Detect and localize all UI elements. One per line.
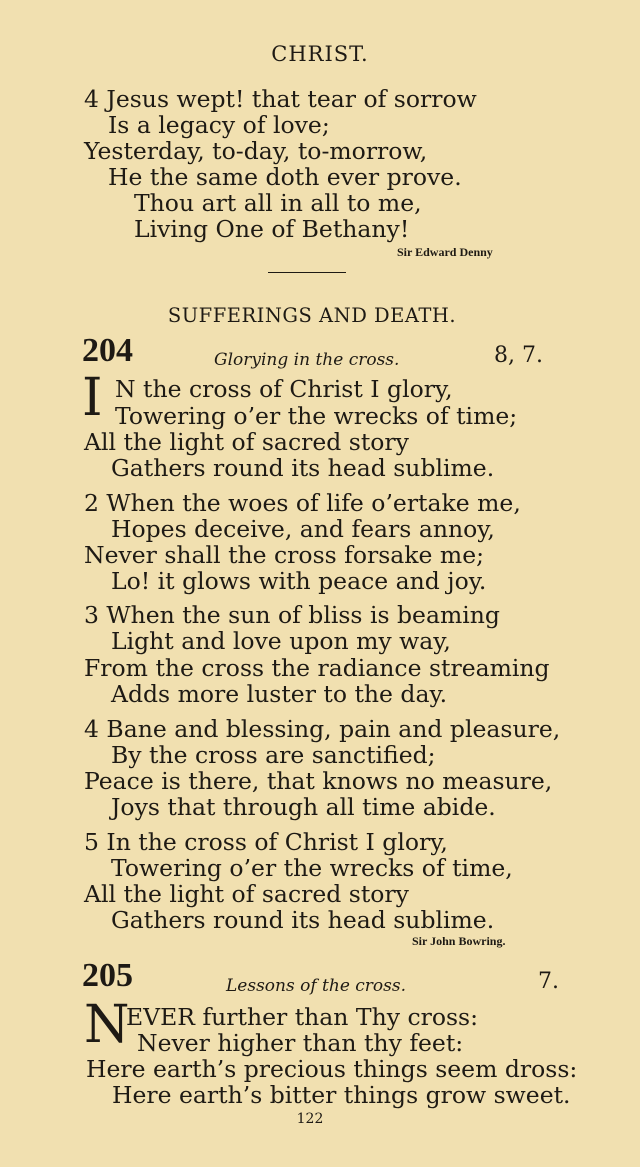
verse-line: All the light of sacred story [84, 428, 409, 456]
verse-line: Adds more luster to the day. [111, 680, 448, 708]
verse-line: Is a legacy of love; [108, 111, 330, 139]
verse-line: Yesterday, to-day, to-morrow, [84, 137, 428, 165]
verse-line: Never higher than thy feet: [137, 1029, 464, 1057]
verse-line: Peace is there, that knows no measure, [84, 767, 553, 795]
verse-line: Never shall the cross forsake me; [84, 541, 485, 569]
verse-line: 2 When the woes of life o’ertake me, [84, 489, 521, 517]
verse-line: Thou art all in all to me, [134, 189, 422, 217]
verse-line: N the cross of Christ I glory, [115, 375, 453, 403]
verse-line: All the light of sacred story [84, 880, 409, 908]
verse-line: He the same doth ever prove. [108, 163, 462, 191]
verse-line: Gathers round its head sublime. [111, 454, 495, 482]
verse-line: Joys that through all time abide. [111, 793, 496, 821]
hymn-number: 204 [82, 332, 133, 369]
hymn-meter: 7. [538, 969, 559, 994]
verse-line: Here earth’s precious things seem dross: [86, 1055, 578, 1083]
hymn-meter: 8, 7. [494, 343, 543, 368]
hymn-subtitle: Lessons of the cross. [226, 976, 407, 996]
verse-line: Towering o’er the wrecks of time, [111, 854, 513, 882]
verse-line: Here earth’s bitter things grow sweet. [112, 1081, 571, 1109]
hymn-subtitle: Glorying in the cross. [214, 350, 400, 370]
verse-line: Hopes deceive, and fears annoy, [111, 515, 495, 543]
verse-line: 4 Jesus wept! that tear of sorrow [84, 85, 477, 113]
drop-cap: I [82, 368, 103, 428]
verse-line: Living One of Bethany! [134, 215, 410, 243]
author-attribution: Sir John Bowring. [412, 934, 506, 948]
author-attribution: Sir Edward Denny [397, 245, 493, 259]
section-title: SUFFERINGS AND DEATH. [167, 304, 457, 327]
page-number: 122 [296, 1111, 324, 1127]
verse-line: Gathers round its head sublime. [111, 906, 495, 934]
verse-line: 4 Bane and blessing, pain and pleasure, [84, 715, 561, 743]
hymn-number: 205 [82, 957, 133, 994]
verse-line: Lo! it glows with peace and joy. [111, 567, 487, 595]
section-divider [268, 272, 346, 273]
verse-line: Towering o’er the wrecks of time; [115, 402, 518, 430]
drop-cap: N [84, 995, 130, 1055]
verse-line: 5 In the cross of Christ I glory, [84, 828, 448, 856]
verse-line: EVER further than Thy cross: [126, 1003, 479, 1031]
verse-line: 3 When the sun of bliss is beaming [84, 601, 500, 629]
verse-line: Light and love upon my way, [111, 627, 451, 655]
verse-line: From the cross the radiance streaming [84, 654, 550, 682]
verse-line: By the cross are sanctified; [111, 741, 436, 769]
running-head: CHRIST. [271, 42, 369, 66]
